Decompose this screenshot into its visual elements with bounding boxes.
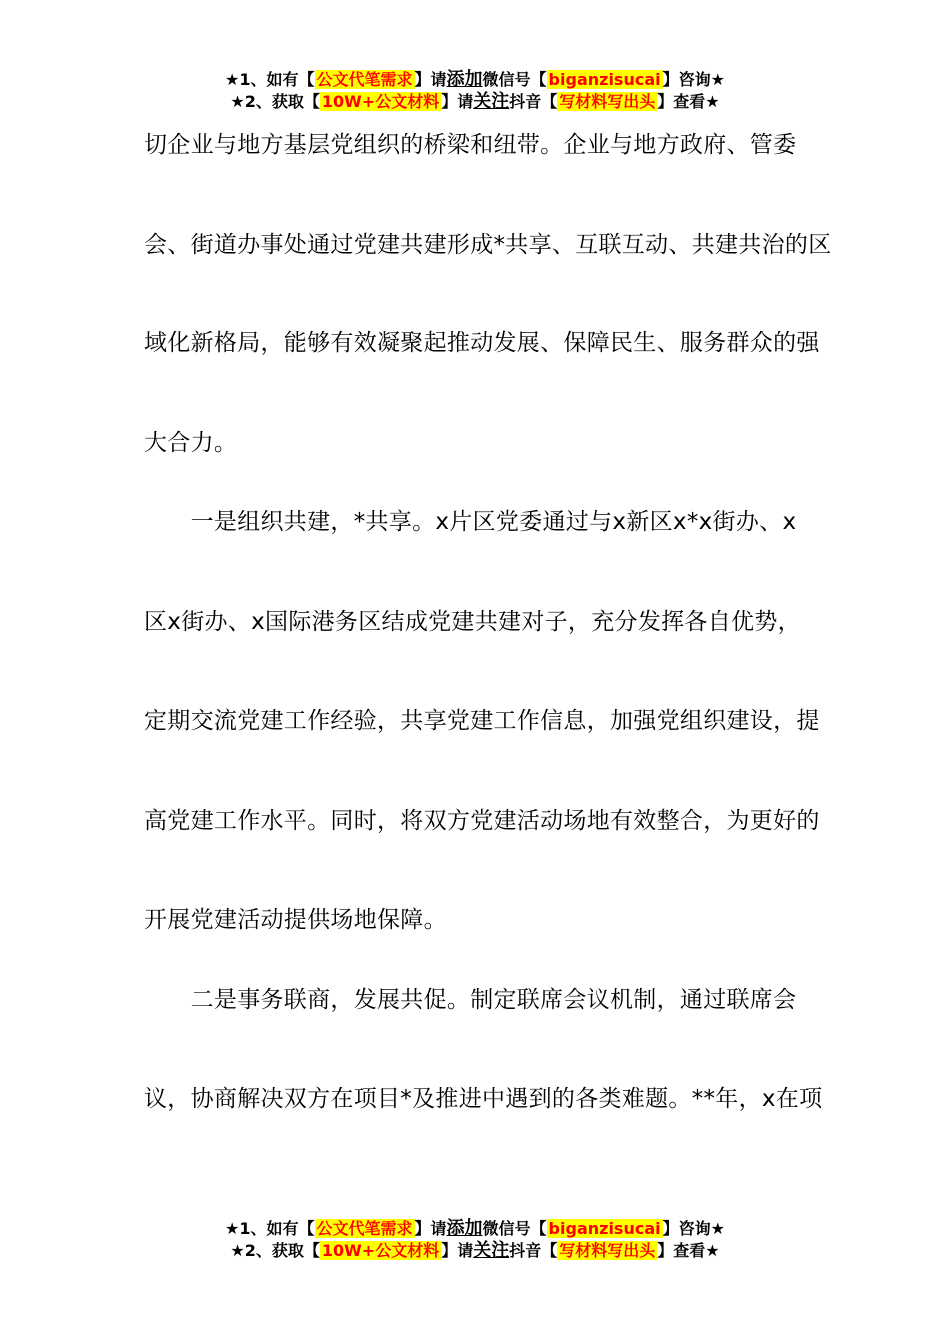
body-line: 切企业与地方基层党组织的桥梁和纽带。企业与地方政府、管委 (144, 132, 797, 158)
body-line: 定期交流党建工作经验，共享党建工作信息，加强党组织建设，提 (144, 708, 820, 734)
body-line: 区x街办、x国际港务区结成党建共建对子，充分发挥各自优势， (144, 609, 801, 635)
banner-line-1: ★1、如有【 公文代笔需求 】请添加微信号【 biganzisucai 】咨询★ (225, 69, 725, 90)
banner-line-2: ★2、获取【 10W+公文材料 】请关注抖音【 写材料写出头 】查看★ (230, 91, 720, 112)
underlined-add: 添加 (446, 1218, 483, 1239)
underlined-add: 添加 (446, 69, 483, 90)
underlined-follow: 关注 (473, 91, 510, 112)
highlight-wechat-id: biganzisucai (548, 1219, 661, 1238)
highlight-douyin-name: 写材料写出头 (559, 92, 656, 111)
body-line: 高党建工作水平。同时，将双方党建活动场地有效整合，为更好的 (144, 808, 820, 834)
highlight-service: 公文代笔需求 (316, 1219, 413, 1238)
banner-line-2: ★2、获取【 10W+公文材料 】请关注抖音【 写材料写出头 】查看★ (230, 1240, 720, 1261)
footer-ad-banner (0, 1218, 950, 1262)
highlight-materials: 10W+公文材料 (321, 1241, 440, 1260)
body-line: 一是组织共建，*共享。x片区党委通过与x新区x*x街办、x (144, 509, 797, 535)
star-icon: ★ (230, 1241, 245, 1260)
body-line: 二是事务联商，发展共促。制定联席会议机制，通过联席会 (144, 987, 797, 1013)
star-icon: ★ (230, 92, 245, 111)
highlight-materials: 10W+公文材料 (321, 92, 440, 111)
header-ad-banner (0, 69, 950, 113)
body-line: 开展党建活动提供场地保障。 (144, 907, 447, 933)
banner-line-1: ★1、如有【 公文代笔需求 】请添加微信号【 biganzisucai 】咨询★ (225, 1218, 725, 1239)
underlined-follow: 关注 (473, 1240, 510, 1261)
star-icon: ★ (225, 70, 240, 89)
highlight-service: 公文代笔需求 (316, 70, 413, 89)
highlight-douyin-name: 写材料写出头 (559, 1241, 656, 1260)
body-line: 会、街道办事处通过党建共建形成*共享、互联互动、共建共治的区 (144, 232, 832, 258)
body-line: 大合力。 (144, 430, 238, 456)
highlight-wechat-id: biganzisucai (548, 70, 661, 89)
body-line: 域化新格局，能够有效凝聚起推动发展、保障民生、服务群众的强 (144, 330, 820, 356)
star-icon: ★ (225, 1219, 240, 1238)
body-line: 议，协商解决双方在项目*及推进中遇到的各类难题。**年，x在项 (144, 1086, 823, 1112)
